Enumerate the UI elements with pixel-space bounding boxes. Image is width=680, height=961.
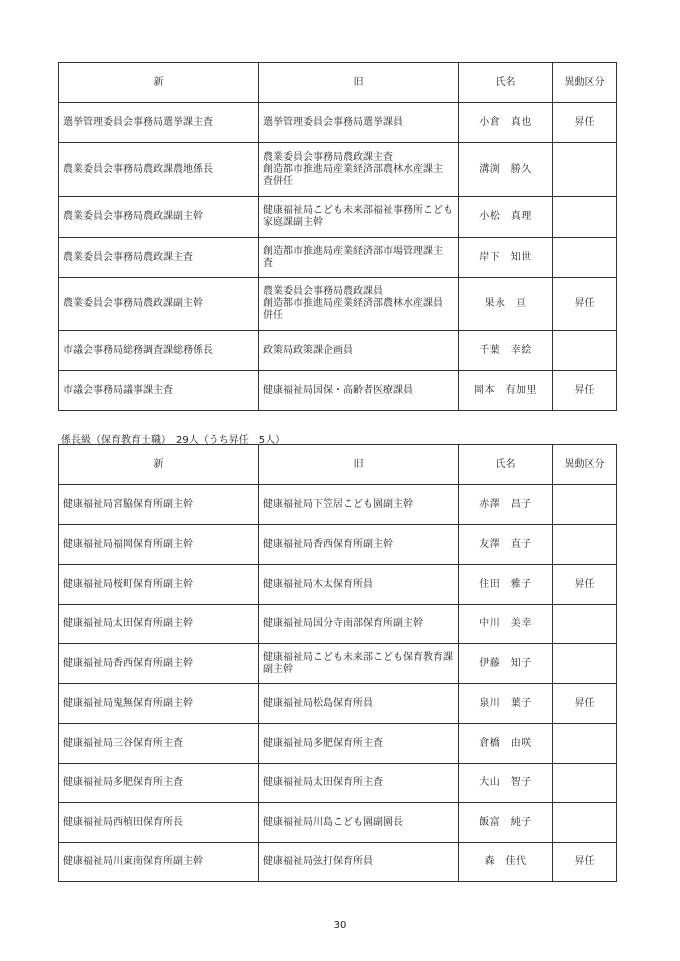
person-name-cell: 小倉 真也 <box>459 103 553 143</box>
old-position-cell <box>259 684 459 724</box>
old-position-line: 副主幹 <box>263 663 293 675</box>
old-position-line: 健康福祉局松島保育所員 <box>263 697 373 709</box>
section-caption: 係長級（保育教育士職） 29人（うち昇任 5人） <box>61 435 286 446</box>
new-position-cell: 健康福祉局西植田保育所長 <box>59 803 259 843</box>
table-row <box>59 485 617 525</box>
header-name: 氏名 <box>459 63 553 103</box>
new-position-cell: 健康福祉局川東南保育所副主幹 <box>59 843 259 882</box>
new-position-cell: 健康福祉局香西保育所副主幹 <box>59 644 259 684</box>
transfer-type-cell <box>553 605 617 644</box>
person-name-cell: 住田 雅子 <box>459 565 553 605</box>
new-position-cell: 健康福祉局太田保育所副主幹 <box>59 605 259 644</box>
new-position-cell: 農業委員会事務局農政課農地係長 <box>59 143 259 197</box>
table-row <box>59 644 617 684</box>
header-new: 新 <box>59 445 259 485</box>
old-position-line: 政策局政策課企画員 <box>263 344 353 356</box>
old-position-cell <box>259 371 459 411</box>
new-position-cell: 農業委員会事務局農政課副主幹 <box>59 197 259 238</box>
old-position-cell <box>259 143 459 197</box>
person-name-cell: 泉川 葉子 <box>459 684 553 724</box>
header-new: 新 <box>59 63 259 103</box>
transfer-type-cell: 昇任 <box>553 565 617 605</box>
table-row <box>59 843 617 882</box>
old-position-line: 選挙管理委員会事務局選挙課員 <box>263 116 403 128</box>
person-name-cell: 森 佳代 <box>459 843 553 882</box>
person-name-cell: 小松 真理 <box>459 197 553 238</box>
old-position-cell <box>259 764 459 803</box>
person-name-cell: 岡本 有加里 <box>459 371 553 411</box>
old-position-cell <box>259 331 459 371</box>
table-row <box>59 525 617 565</box>
old-position-line: 創造都市推進局産業経済部市場管理課主 <box>263 245 443 257</box>
transfer-type-cell <box>553 525 617 565</box>
old-position-line: 健康福祉局弦打保育所員 <box>263 856 373 867</box>
person-name-cell: 赤澤 昌子 <box>459 485 553 525</box>
new-position-cell: 健康福祉局多肥保育所主査 <box>59 764 259 803</box>
header-row <box>59 63 617 103</box>
new-position-cell: 市議会事務局議事課主査 <box>59 371 259 411</box>
old-position-line: 健康福祉局川島こども園副園長 <box>263 816 403 828</box>
transfer-type-cell <box>553 724 617 764</box>
transfer-type-cell: 昇任 <box>553 103 617 143</box>
new-position-cell: 健康福祉局宮脇保育所副主幹 <box>59 485 259 525</box>
header-name: 氏名 <box>459 445 553 485</box>
table-row <box>59 803 617 843</box>
table-row <box>59 684 617 724</box>
person-name-cell: 友澤 直子 <box>459 525 553 565</box>
new-position-cell: 健康福祉局三谷保育所主査 <box>59 724 259 764</box>
old-position-line: 農業委員会事務局農政課員 <box>263 286 383 297</box>
personnel-table-2 <box>58 444 617 882</box>
old-position-cell <box>259 103 459 143</box>
person-name-cell: 大山 智子 <box>459 764 553 803</box>
person-name-cell: 溝渕 勝久 <box>459 143 553 197</box>
table-row <box>59 724 617 764</box>
transfer-type-cell <box>553 238 617 278</box>
old-position-cell <box>259 605 459 644</box>
old-position-cell <box>259 197 459 238</box>
table-row <box>59 143 617 197</box>
personnel-table-1 <box>58 62 617 411</box>
old-position-cell <box>259 278 459 331</box>
table-row <box>59 565 617 605</box>
person-name-cell: 岸下 知世 <box>459 238 553 278</box>
new-position-cell: 農業委員会事務局農政課主査 <box>59 238 259 278</box>
old-position-line: 健康福祉局国分寺南部保育所副主幹 <box>263 618 423 629</box>
old-position-cell <box>259 238 459 278</box>
old-position-line: 創造都市推進局産業経済部農林水産課主 <box>263 163 443 175</box>
person-name-cell: 中川 美幸 <box>459 605 553 644</box>
old-position-line: 査 <box>263 257 273 269</box>
old-position-cell <box>259 803 459 843</box>
old-position-cell <box>259 644 459 684</box>
transfer-type-cell <box>553 485 617 525</box>
new-position-cell: 健康福祉局福岡保育所副主幹 <box>59 525 259 565</box>
old-position-line: 査併任 <box>263 175 293 187</box>
table-row <box>59 331 617 371</box>
old-position-line: 併任 <box>263 310 283 321</box>
old-position-cell <box>259 485 459 525</box>
transfer-type-cell <box>553 143 617 197</box>
old-position-cell <box>259 565 459 605</box>
transfer-type-cell <box>553 803 617 843</box>
new-position-cell: 選挙管理委員会事務局選挙課主査 <box>59 103 259 143</box>
new-position-cell: 健康福祉局桜町保育所副主幹 <box>59 565 259 605</box>
new-position-cell: 市議会事務局総務調査課総務係長 <box>59 331 259 371</box>
transfer-type-cell <box>553 644 617 684</box>
transfer-type-cell: 昇任 <box>553 843 617 882</box>
transfer-type-cell <box>553 197 617 238</box>
new-position-cell: 農業委員会事務局農政課副主幹 <box>59 278 259 331</box>
old-position-line: 家庭課副主幹 <box>263 217 323 228</box>
new-position-cell: 健康福祉局鬼無保育所副主幹 <box>59 684 259 724</box>
table-row <box>59 197 617 238</box>
table-row <box>59 103 617 143</box>
header-kubun: 異動区分 <box>553 445 617 485</box>
header-old: 旧 <box>259 445 459 485</box>
transfer-type-cell: 昇任 <box>553 278 617 331</box>
table-row <box>59 764 617 803</box>
table-row <box>59 371 617 411</box>
header-row <box>59 445 617 485</box>
old-position-line: 農業委員会事務局農政課主査 <box>263 151 393 163</box>
table-row <box>59 605 617 644</box>
transfer-type-cell <box>553 331 617 371</box>
old-position-line: 健康福祉局こども未来部こども保育教育課 <box>263 651 453 663</box>
old-position-line: 健康福祉局香西保育所副主幹 <box>263 538 393 550</box>
transfer-type-cell <box>553 764 617 803</box>
person-name-cell: 千葉 幸絵 <box>459 331 553 371</box>
old-position-line: 健康福祉局下笠居こども園副主幹 <box>263 498 413 510</box>
old-position-cell <box>259 525 459 565</box>
old-position-line: 健康福祉局木太保育所員 <box>263 578 373 590</box>
old-position-line: 健康福祉局太田保育所主査 <box>263 777 383 788</box>
header-old: 旧 <box>259 63 459 103</box>
transfer-type-cell: 昇任 <box>553 371 617 411</box>
page-number: 30 <box>333 920 347 931</box>
transfer-type-cell: 昇任 <box>553 684 617 724</box>
person-name-cell: 倉橋 由咲 <box>459 724 553 764</box>
old-position-line: 創造都市推進局産業経済部農林水産課員 <box>263 298 443 309</box>
table-row <box>59 278 617 331</box>
old-position-cell <box>259 843 459 882</box>
old-position-line: 健康福祉局こども未来部福祉事務所こども <box>263 205 453 216</box>
header-kubun: 異動区分 <box>553 63 617 103</box>
person-name-cell: 果永 亘 <box>459 278 553 331</box>
table-row <box>59 238 617 278</box>
old-position-line: 健康福祉局国保・高齢者医療課員 <box>263 384 413 396</box>
old-position-line: 健康福祉局多肥保育所主査 <box>263 737 383 749</box>
person-name-cell: 飯富 純子 <box>459 803 553 843</box>
person-name-cell: 伊藤 知子 <box>459 644 553 684</box>
old-position-cell <box>259 724 459 764</box>
